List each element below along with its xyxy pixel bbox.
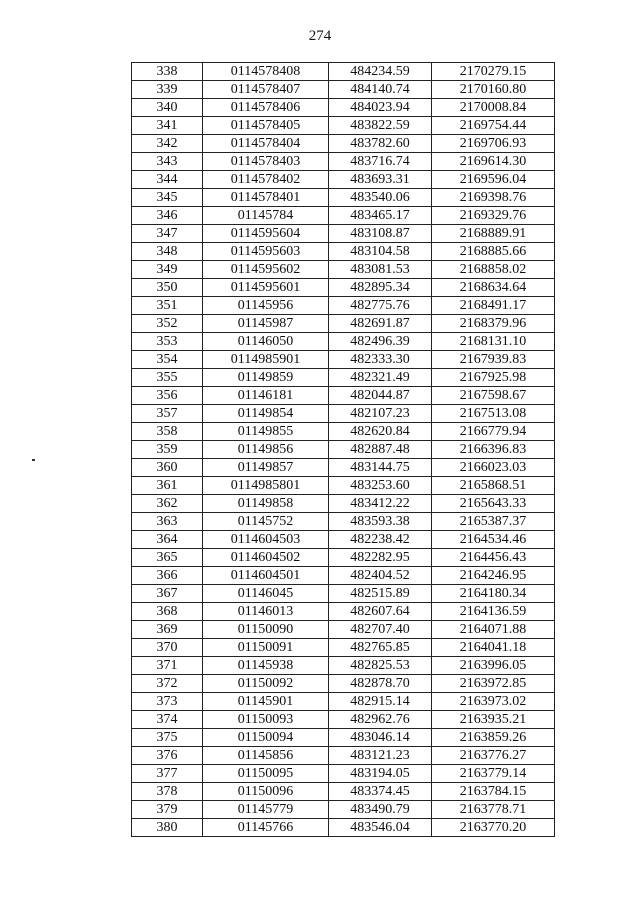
x-coordinate-cell: 482404.52 xyxy=(329,567,432,585)
point-number-cell: 358 xyxy=(132,423,203,441)
x-coordinate-cell: 482887.48 xyxy=(329,441,432,459)
point-number-cell: 349 xyxy=(132,261,203,279)
code-cell: 0114595603 xyxy=(203,243,329,261)
y-coordinate-cell: 2169329.76 xyxy=(432,207,555,225)
point-number-cell: 356 xyxy=(132,387,203,405)
code-cell: 01145856 xyxy=(203,747,329,765)
y-coordinate-cell: 2163973.02 xyxy=(432,693,555,711)
y-coordinate-cell: 2165387.37 xyxy=(432,513,555,531)
y-coordinate-cell: 2168885.66 xyxy=(432,243,555,261)
code-cell: 0114604502 xyxy=(203,549,329,567)
y-coordinate-cell: 2165868.51 xyxy=(432,477,555,495)
table-row xyxy=(132,153,555,171)
point-number-cell: 372 xyxy=(132,675,203,693)
x-coordinate-cell: 482107.23 xyxy=(329,405,432,423)
y-coordinate-cell: 2168889.91 xyxy=(432,225,555,243)
table-row xyxy=(132,477,555,495)
x-coordinate-cell: 482962.76 xyxy=(329,711,432,729)
y-coordinate-cell: 2165643.33 xyxy=(432,495,555,513)
y-coordinate-cell: 2164136.59 xyxy=(432,603,555,621)
y-coordinate-cell: 2163935.21 xyxy=(432,711,555,729)
point-number-cell: 344 xyxy=(132,171,203,189)
point-number-cell: 338 xyxy=(132,63,203,81)
x-coordinate-cell: 483374.45 xyxy=(329,783,432,801)
table-row xyxy=(132,531,555,549)
point-number-cell: 379 xyxy=(132,801,203,819)
table-row xyxy=(132,279,555,297)
code-cell: 0114604501 xyxy=(203,567,329,585)
table-row xyxy=(132,423,555,441)
code-cell: 01145956 xyxy=(203,297,329,315)
table-row xyxy=(132,405,555,423)
table-row xyxy=(132,495,555,513)
x-coordinate-cell: 483716.74 xyxy=(329,153,432,171)
point-number-cell: 359 xyxy=(132,441,203,459)
y-coordinate-cell: 2163859.26 xyxy=(432,729,555,747)
point-number-cell: 342 xyxy=(132,135,203,153)
x-coordinate-cell: 482044.87 xyxy=(329,387,432,405)
y-coordinate-cell: 2164071.88 xyxy=(432,621,555,639)
x-coordinate-cell: 482691.87 xyxy=(329,315,432,333)
y-coordinate-cell: 2167513.08 xyxy=(432,405,555,423)
point-number-cell: 362 xyxy=(132,495,203,513)
x-coordinate-cell: 483593.38 xyxy=(329,513,432,531)
point-number-cell: 378 xyxy=(132,783,203,801)
x-coordinate-cell: 483046.14 xyxy=(329,729,432,747)
code-cell: 0114578402 xyxy=(203,171,329,189)
code-cell: 01149857 xyxy=(203,459,329,477)
point-number-cell: 366 xyxy=(132,567,203,585)
code-cell: 01150094 xyxy=(203,729,329,747)
point-number-cell: 341 xyxy=(132,117,203,135)
code-cell: 01146045 xyxy=(203,585,329,603)
x-coordinate-cell: 483546.04 xyxy=(329,819,432,837)
x-coordinate-cell: 483121.23 xyxy=(329,747,432,765)
point-number-cell: 380 xyxy=(132,819,203,837)
table-row xyxy=(132,729,555,747)
table-row xyxy=(132,675,555,693)
x-coordinate-cell: 482878.70 xyxy=(329,675,432,693)
code-cell: 0114578406 xyxy=(203,99,329,117)
y-coordinate-cell: 2163972.85 xyxy=(432,675,555,693)
code-cell: 0114595604 xyxy=(203,225,329,243)
y-coordinate-cell: 2163779.14 xyxy=(432,765,555,783)
table-row xyxy=(132,513,555,531)
table-row xyxy=(132,657,555,675)
y-coordinate-cell: 2169706.93 xyxy=(432,135,555,153)
y-coordinate-cell: 2164041.18 xyxy=(432,639,555,657)
y-coordinate-cell: 2167939.83 xyxy=(432,351,555,369)
point-number-cell: 353 xyxy=(132,333,203,351)
code-cell: 01145784 xyxy=(203,207,329,225)
point-number-cell: 376 xyxy=(132,747,203,765)
x-coordinate-cell: 483693.31 xyxy=(329,171,432,189)
table-row xyxy=(132,441,555,459)
code-cell: 01150092 xyxy=(203,675,329,693)
code-cell: 01145938 xyxy=(203,657,329,675)
point-number-cell: 343 xyxy=(132,153,203,171)
x-coordinate-cell: 482775.76 xyxy=(329,297,432,315)
code-cell: 01149855 xyxy=(203,423,329,441)
point-number-cell: 345 xyxy=(132,189,203,207)
point-number-cell: 369 xyxy=(132,621,203,639)
table-row xyxy=(132,333,555,351)
table-row xyxy=(132,171,555,189)
x-coordinate-cell: 482496.39 xyxy=(329,333,432,351)
table-row xyxy=(132,387,555,405)
x-coordinate-cell: 484140.74 xyxy=(329,81,432,99)
point-number-cell: 365 xyxy=(132,549,203,567)
y-coordinate-cell: 2163770.20 xyxy=(432,819,555,837)
table-row xyxy=(132,765,555,783)
x-coordinate-cell: 482515.89 xyxy=(329,585,432,603)
point-number-cell: 357 xyxy=(132,405,203,423)
y-coordinate-cell: 2168379.96 xyxy=(432,315,555,333)
code-cell: 01149859 xyxy=(203,369,329,387)
y-coordinate-cell: 2168131.10 xyxy=(432,333,555,351)
x-coordinate-cell: 482765.85 xyxy=(329,639,432,657)
x-coordinate-cell: 482707.40 xyxy=(329,621,432,639)
code-cell: 0114578408 xyxy=(203,63,329,81)
x-coordinate-cell: 483465.17 xyxy=(329,207,432,225)
table-row xyxy=(132,315,555,333)
point-number-cell: 354 xyxy=(132,351,203,369)
table-row xyxy=(132,207,555,225)
table-row xyxy=(132,693,555,711)
code-cell: 01150093 xyxy=(203,711,329,729)
y-coordinate-cell: 2163784.15 xyxy=(432,783,555,801)
y-coordinate-cell: 2166396.83 xyxy=(432,441,555,459)
table-row xyxy=(132,189,555,207)
code-cell: 01146050 xyxy=(203,333,329,351)
point-number-cell: 339 xyxy=(132,81,203,99)
y-coordinate-cell: 2170160.80 xyxy=(432,81,555,99)
y-coordinate-cell: 2164180.34 xyxy=(432,585,555,603)
code-cell: 0114985901 xyxy=(203,351,329,369)
point-number-cell: 361 xyxy=(132,477,203,495)
table-row xyxy=(132,99,555,117)
y-coordinate-cell: 2167925.98 xyxy=(432,369,555,387)
y-coordinate-cell: 2170279.15 xyxy=(432,63,555,81)
y-coordinate-cell: 2164534.46 xyxy=(432,531,555,549)
point-number-cell: 364 xyxy=(132,531,203,549)
code-cell: 01146013 xyxy=(203,603,329,621)
point-number-cell: 368 xyxy=(132,603,203,621)
x-coordinate-cell: 483194.05 xyxy=(329,765,432,783)
code-cell: 01145766 xyxy=(203,819,329,837)
x-coordinate-cell: 482607.64 xyxy=(329,603,432,621)
table-row xyxy=(132,243,555,261)
code-cell: 01145779 xyxy=(203,801,329,819)
y-coordinate-cell: 2166023.03 xyxy=(432,459,555,477)
table-row xyxy=(132,81,555,99)
x-coordinate-cell: 482282.95 xyxy=(329,549,432,567)
code-cell: 01146181 xyxy=(203,387,329,405)
y-coordinate-cell: 2164246.95 xyxy=(432,567,555,585)
point-number-cell: 360 xyxy=(132,459,203,477)
point-number-cell: 351 xyxy=(132,297,203,315)
code-cell: 01149858 xyxy=(203,495,329,513)
code-cell: 0114985801 xyxy=(203,477,329,495)
page-number: 274 xyxy=(308,28,332,44)
table-row xyxy=(132,549,555,567)
x-coordinate-cell: 484023.94 xyxy=(329,99,432,117)
y-coordinate-cell: 2163778.71 xyxy=(432,801,555,819)
table-row xyxy=(132,819,555,837)
x-coordinate-cell: 483412.22 xyxy=(329,495,432,513)
x-coordinate-cell: 482895.34 xyxy=(329,279,432,297)
point-number-cell: 375 xyxy=(132,729,203,747)
code-cell: 01150096 xyxy=(203,783,329,801)
x-coordinate-cell: 483822.59 xyxy=(329,117,432,135)
table-body xyxy=(132,63,555,837)
table-row xyxy=(132,801,555,819)
point-number-cell: 346 xyxy=(132,207,203,225)
code-cell: 01149856 xyxy=(203,441,329,459)
point-number-cell: 374 xyxy=(132,711,203,729)
code-cell: 01150091 xyxy=(203,639,329,657)
code-cell: 01145901 xyxy=(203,693,329,711)
y-coordinate-cell: 2168634.64 xyxy=(432,279,555,297)
point-number-cell: 355 xyxy=(132,369,203,387)
y-coordinate-cell: 2170008.84 xyxy=(432,99,555,117)
point-number-cell: 352 xyxy=(132,315,203,333)
table-row xyxy=(132,639,555,657)
point-number-cell: 373 xyxy=(132,693,203,711)
code-cell: 01150095 xyxy=(203,765,329,783)
x-coordinate-cell: 482333.30 xyxy=(329,351,432,369)
x-coordinate-cell: 483104.58 xyxy=(329,243,432,261)
table-row xyxy=(132,369,555,387)
point-number-cell: 370 xyxy=(132,639,203,657)
table-row xyxy=(132,459,555,477)
table-row xyxy=(132,261,555,279)
code-cell: 01150090 xyxy=(203,621,329,639)
code-cell: 0114604503 xyxy=(203,531,329,549)
code-cell: 0114578405 xyxy=(203,117,329,135)
table-row xyxy=(132,117,555,135)
table-row xyxy=(132,621,555,639)
scan-mark xyxy=(32,459,35,461)
point-number-cell: 367 xyxy=(132,585,203,603)
x-coordinate-cell: 482825.53 xyxy=(329,657,432,675)
table-row xyxy=(132,711,555,729)
code-cell: 01149854 xyxy=(203,405,329,423)
table-row xyxy=(132,747,555,765)
x-coordinate-cell: 482915.14 xyxy=(329,693,432,711)
code-cell: 0114578404 xyxy=(203,135,329,153)
x-coordinate-cell: 482620.84 xyxy=(329,423,432,441)
y-coordinate-cell: 2169614.30 xyxy=(432,153,555,171)
x-coordinate-cell: 483081.53 xyxy=(329,261,432,279)
point-number-cell: 350 xyxy=(132,279,203,297)
table-row xyxy=(132,603,555,621)
point-number-cell: 347 xyxy=(132,225,203,243)
code-cell: 0114578403 xyxy=(203,153,329,171)
table-row xyxy=(132,225,555,243)
point-number-cell: 340 xyxy=(132,99,203,117)
y-coordinate-cell: 2166779.94 xyxy=(432,423,555,441)
y-coordinate-cell: 2167598.67 xyxy=(432,387,555,405)
table-row xyxy=(132,135,555,153)
y-coordinate-cell: 2169754.44 xyxy=(432,117,555,135)
point-number-cell: 348 xyxy=(132,243,203,261)
point-number-cell: 371 xyxy=(132,657,203,675)
y-coordinate-cell: 2164456.43 xyxy=(432,549,555,567)
code-cell: 0114595601 xyxy=(203,279,329,297)
point-number-cell: 363 xyxy=(132,513,203,531)
x-coordinate-cell: 483144.75 xyxy=(329,459,432,477)
table-row xyxy=(132,297,555,315)
table-row xyxy=(132,783,555,801)
y-coordinate-cell: 2163996.05 xyxy=(432,657,555,675)
x-coordinate-cell: 483490.79 xyxy=(329,801,432,819)
y-coordinate-cell: 2168491.17 xyxy=(432,297,555,315)
x-coordinate-cell: 483782.60 xyxy=(329,135,432,153)
x-coordinate-cell: 482321.49 xyxy=(329,369,432,387)
code-cell: 0114578401 xyxy=(203,189,329,207)
y-coordinate-cell: 2169398.76 xyxy=(432,189,555,207)
table-row xyxy=(132,351,555,369)
x-coordinate-cell: 483108.87 xyxy=(329,225,432,243)
table-row xyxy=(132,567,555,585)
y-coordinate-cell: 2163776.27 xyxy=(432,747,555,765)
x-coordinate-cell: 483540.06 xyxy=(329,189,432,207)
code-cell: 0114578407 xyxy=(203,81,329,99)
code-cell: 01145752 xyxy=(203,513,329,531)
y-coordinate-cell: 2168858.02 xyxy=(432,261,555,279)
table-row xyxy=(132,585,555,603)
y-coordinate-cell: 2169596.04 xyxy=(432,171,555,189)
code-cell: 01145987 xyxy=(203,315,329,333)
coordinates-table xyxy=(131,62,555,837)
x-coordinate-cell: 483253.60 xyxy=(329,477,432,495)
x-coordinate-cell: 482238.42 xyxy=(329,531,432,549)
code-cell: 0114595602 xyxy=(203,261,329,279)
point-number-cell: 377 xyxy=(132,765,203,783)
x-coordinate-cell: 484234.59 xyxy=(329,63,432,81)
table-row xyxy=(132,63,555,81)
